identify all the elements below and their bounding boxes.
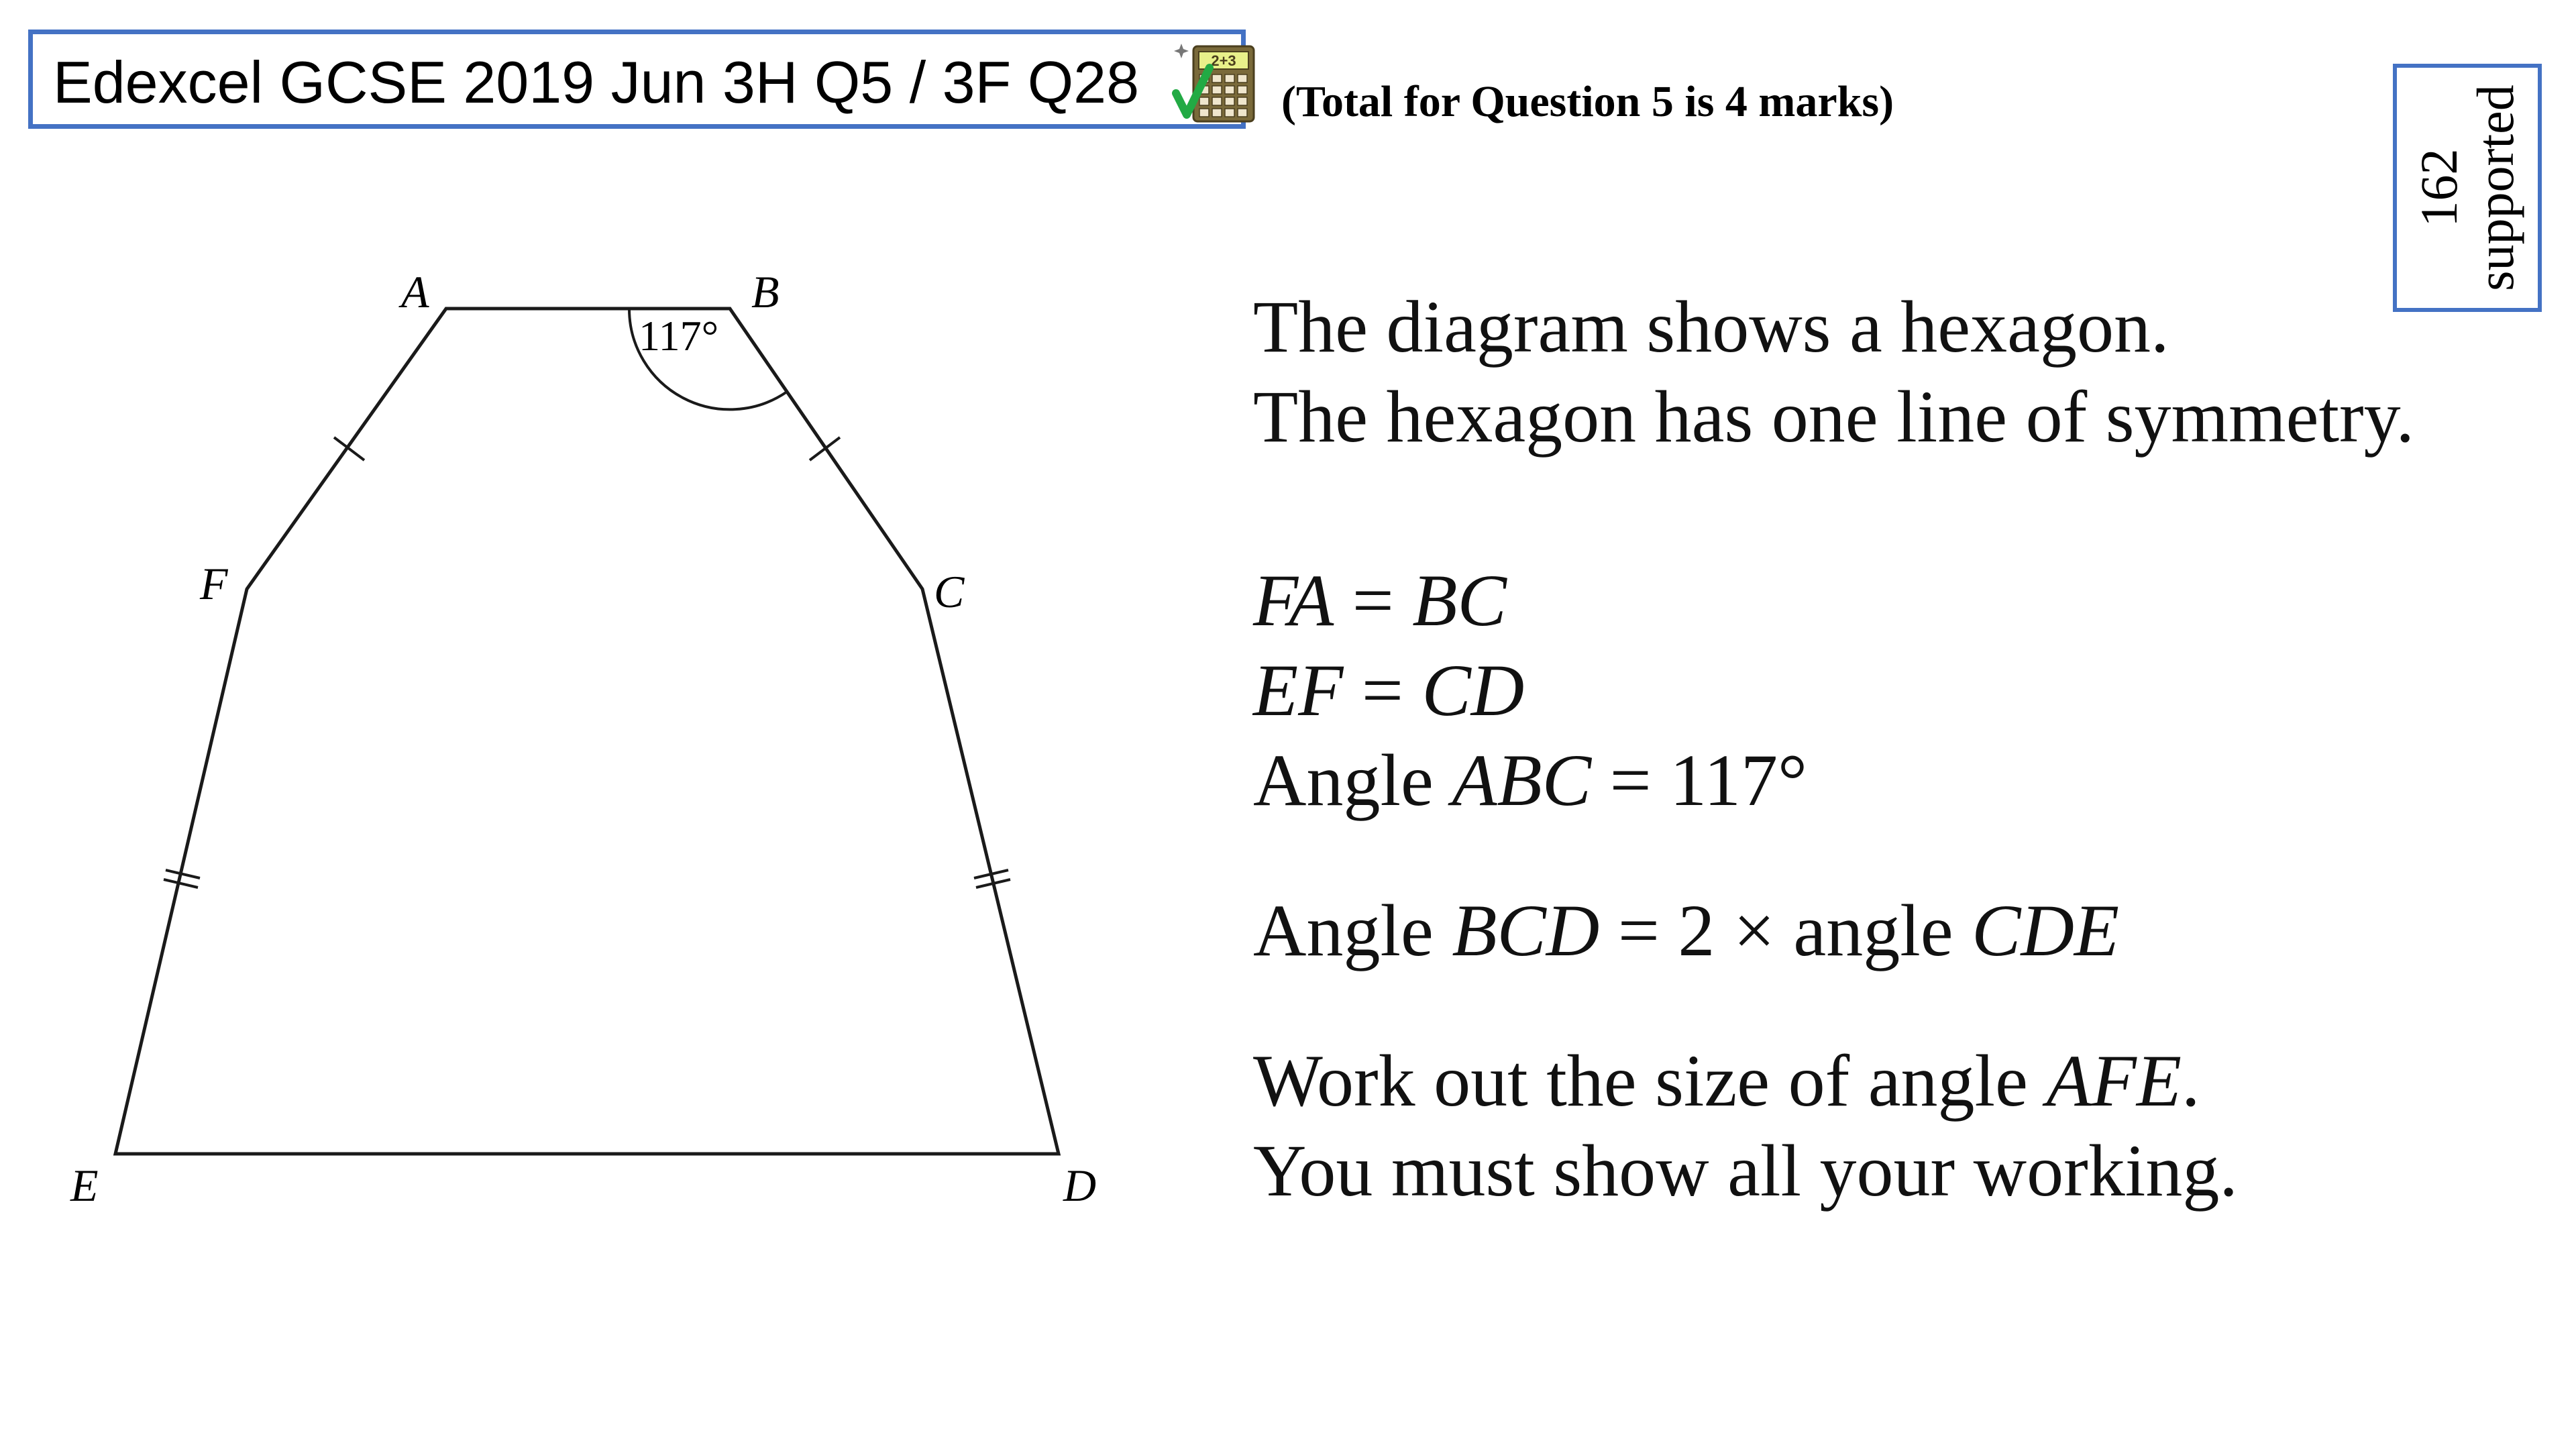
hexagon-outline — [115, 309, 1059, 1154]
equation-fa-bc-op: = — [1334, 559, 1413, 641]
vertex-label-e: E — [70, 1160, 99, 1211]
vertex-label-d: D — [1063, 1160, 1097, 1211]
equation-angle-cde-var: CDE — [1972, 890, 2120, 971]
equation-angle-abc-pre: Angle — [1253, 739, 1452, 821]
equation-ef-cd-op: = — [1343, 649, 1422, 731]
spacer — [1253, 975, 2414, 1036]
question-line-2: The hexagon has one line of symmetry. — [1253, 376, 2414, 458]
spacer — [1253, 825, 2414, 885]
question-line-1: The diagram shows a hexagon. — [1253, 286, 2169, 368]
vertex-label-c: C — [934, 566, 965, 617]
equation-angle-bcd — [1253, 885, 2414, 975]
equation-angle-abc-post: = 117° — [1591, 739, 1808, 821]
support-label: supported — [2466, 85, 2524, 291]
equation-fa-bc-rhs: BC — [1412, 559, 1507, 641]
vertex-label-f: F — [200, 558, 228, 609]
support-box — [2393, 64, 2542, 312]
task-post: . — [2182, 1040, 2200, 1122]
spacer — [1253, 462, 2414, 555]
vertex-label-a: A — [401, 266, 429, 317]
hexagon-diagram — [0, 0, 1208, 1275]
support-count: 162 — [2410, 148, 2468, 227]
equation-angle-abc-var: ABC — [1452, 739, 1592, 821]
equation-fa-bc-lhs: FA — [1253, 559, 1334, 641]
equation-angle-bcd-mid: = 2 × angle — [1599, 890, 1972, 971]
question-title: Edexcel GCSE 2019 Jun 3H Q5 / 3F Q28 — [53, 49, 1140, 115]
equation-angle-abc — [1253, 735, 2414, 825]
equation-angle-bcd-var: BCD — [1452, 890, 1600, 971]
task-pre: Work out the size of angle — [1253, 1040, 2047, 1122]
equation-angle-bcd-pre: Angle — [1253, 890, 1452, 971]
tick-mark-bc — [810, 437, 840, 460]
calculator-badge: 2+3 — [1211, 52, 1236, 69]
equation-ef-cd-rhs: CD — [1421, 649, 1525, 731]
equation-ef-cd-lhs: EF — [1253, 649, 1344, 731]
angle-label-abc: 117° — [639, 312, 719, 360]
task-var: AFE — [2046, 1040, 2182, 1122]
equation-ef-cd — [1253, 645, 2414, 735]
question-text — [1253, 282, 2414, 1216]
task-line — [1253, 1036, 2414, 1126]
tick-mark-ef-2 — [164, 879, 198, 888]
vertex-label-b: B — [751, 266, 780, 317]
equation-fa-bc — [1253, 555, 2414, 645]
support-inner — [2400, 70, 2534, 305]
instruction-line: You must show all your working. — [1253, 1130, 2238, 1212]
total-marks: (Total for Question 5 is 4 marks) — [1281, 77, 1894, 126]
tick-mark-fa — [334, 437, 364, 460]
